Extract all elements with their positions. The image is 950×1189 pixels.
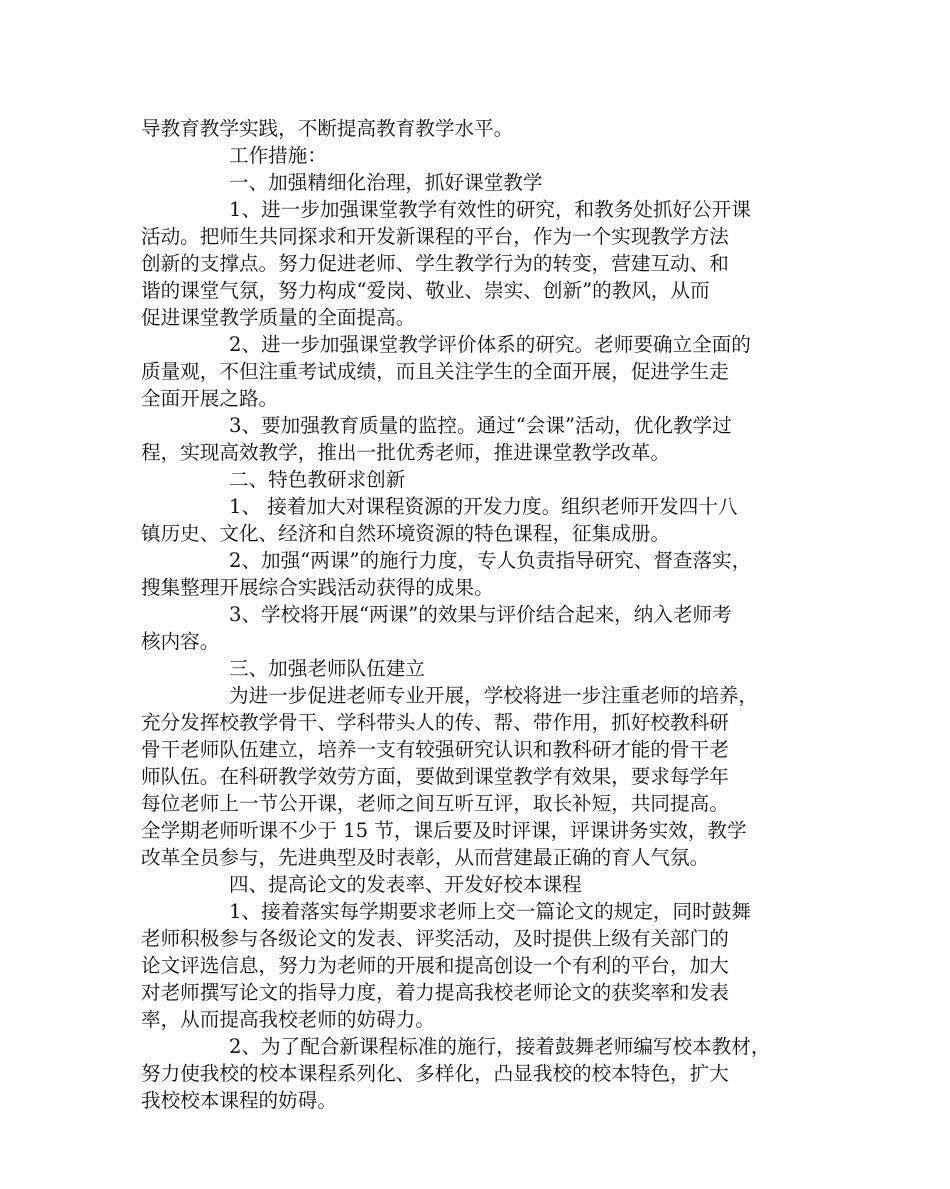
paragraph-continuation: 导教育教学实践，不断提高教育教学水平。 [141,117,514,140]
paragraph-1-3: 3、要加强教育质量的监控。通过“会课”活动，优化教学过 程，实现高效教学，推出一批优秀老师，推进课堂教学改革。 [141,414,732,464]
paragraph-1-2: 2、进一步加强课堂教学评价体系的研究。老师要确立全面的 质量观，不但注重考试成绩，而且关注学生的全面开展，促进学生走 全面开展之路。 [141,333,751,410]
paragraph-2-2: 2、加强“两课”的施行力度，专人负责指导研究、督查落实， 搜集整理开展综合实践活动获得的成果。 [141,549,752,599]
section-heading-3: 三、加强老师队伍建立 [229,657,425,680]
section-heading-1: 一、加强精细化治理，抓好课堂教学 [229,171,543,194]
paragraph-4-1: 1、接着落实每学期要求老师上交一篇论文的规定，同时鼓舞 老师积极参与各级论文的发表、评奖活动，及时提供上级有关部门的 论文评选信息，努力为老师的开展和提高创设一个有利的平台，加大 对老师撰写论文的指导力度，着力提高我校老师论文的获奖率和发表 率，从而提高我校老师的妨碍力。 [141,900,751,1031]
paragraph-4-2: 2、为了配合新课程标准的施行，接着鼓舞老师编写校本教材， 努力使我校的校本课程系列化、多样化，凸显我校的校本特色，扩大 我校校本课程的妨碍。 [141,1035,771,1112]
section-heading-2: 二、特色教研求创新 [229,468,406,491]
section-heading-4: 四、提高论文的发表率、开发好校本课程 [229,873,582,896]
paragraph-3-1: 为进一步促进老师专业开展，学校将进一步注重老师的培养， 充分发挥校教学骨干、学科带头人的传、帮、带作用，抓好校教科研 骨干老师队伍建立，培养一支有较强研究认识和教科研才能的骨干老 师队伍。在科研教学效劳方面，要做到课堂教学有效果，要求每学年 每位老师上一节公开课，老师之间互听互评，取长补短，共同提高。 全学期老师听课不少于 15 节，课后要及时评课，评课讲务实效，教学 改革全员参与，先进典型及时表彰，从而营建最正确的育人气氛。 [141,684,759,869]
paragraph-2-1: 1、 接着加大对课程资源的开发力度。组织老师开发四十八 镇历史、文化、经济和自然环境资源的特色课程，征集成册。 [141,495,738,545]
paragraph-1-1: 1、进一步加强课堂教学有效性的研究，和教务处抓好公开课 活动。把师生共同探求和开发新课程的平台，作为一个实现教学方法 创新的支撑点。努力促进老师、学生教学行为的转变，营建互动、和 谐的课堂气氛，努力构成“爱岗、敬业、崇实、创新”的教风，从而 促进课堂教学质量的全面提高。 [141,198,751,329]
paragraph-2-3: 3、学校将开展“两课”的效果与评价结合起来，纳入老师考 核内容。 [141,603,732,653]
document-page [141,115,821,1114]
paragraph-label-work-measures: 工作措施： [229,144,327,167]
